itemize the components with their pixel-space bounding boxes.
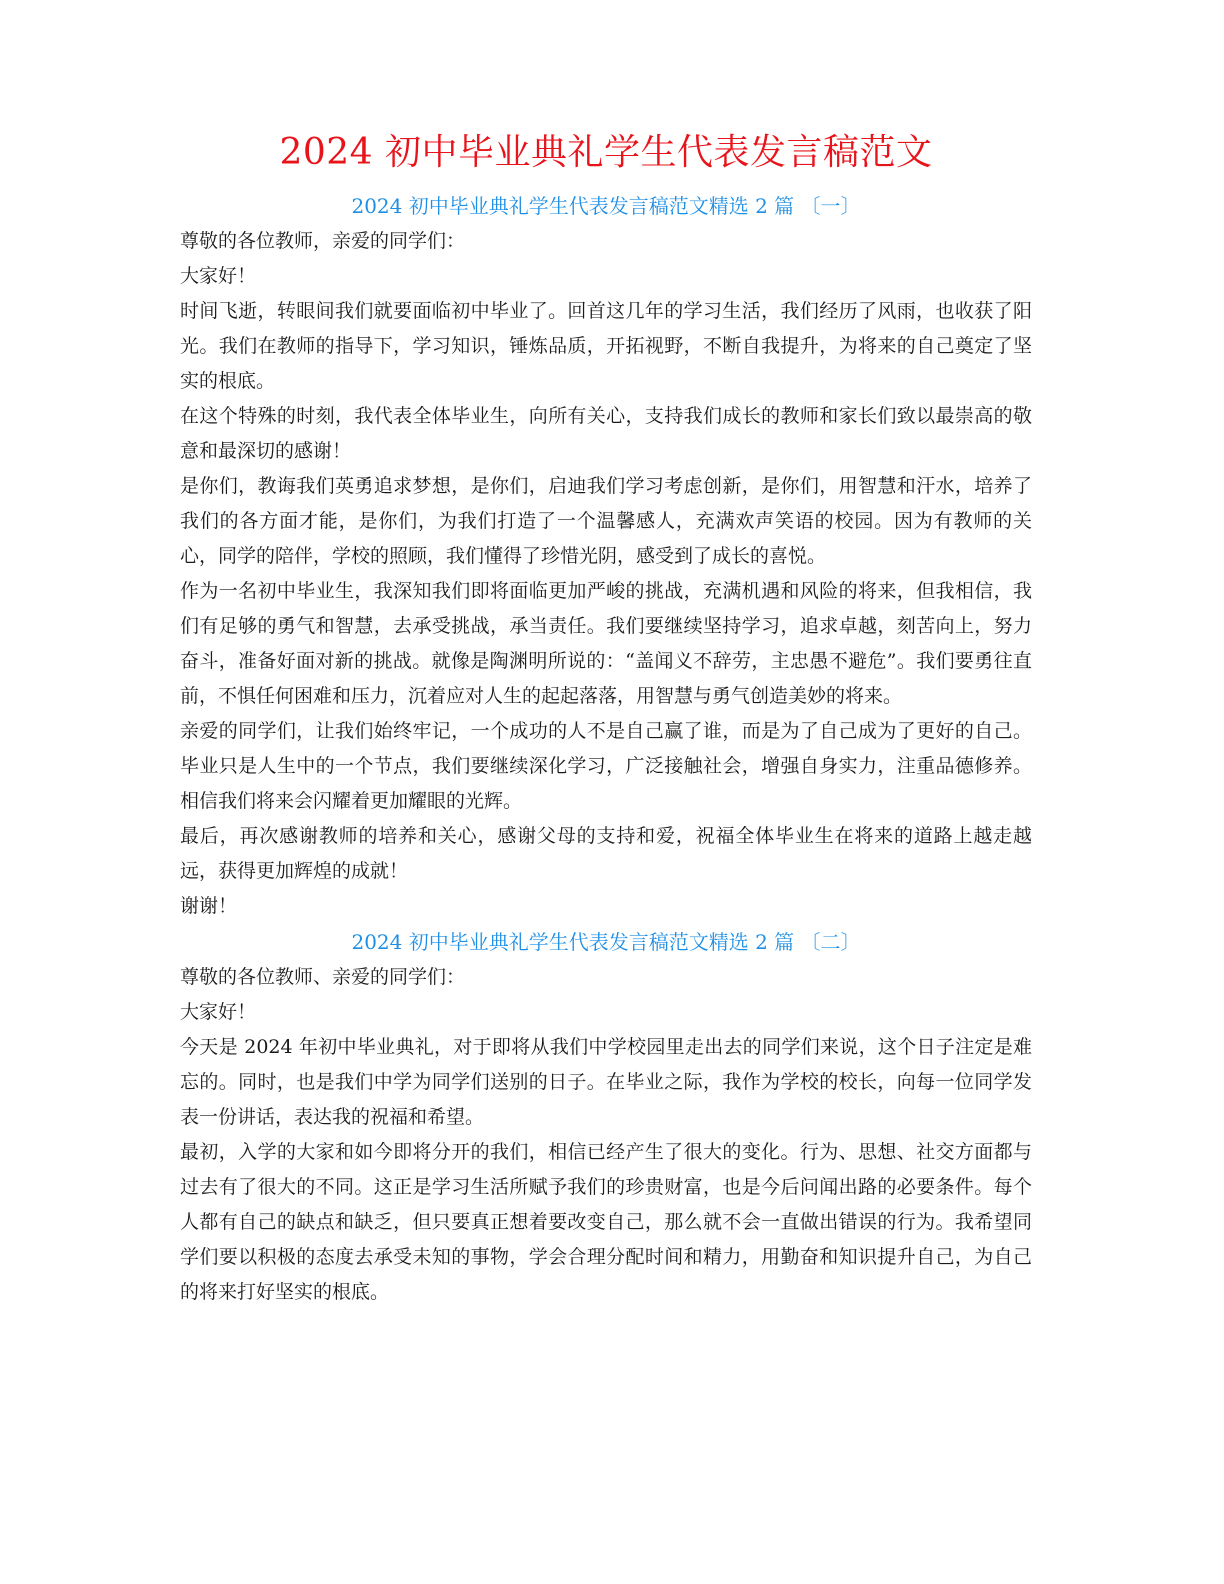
salutation: 尊敬的各位教师，亲爱的同学们：: [180, 230, 466, 252]
body-paragraph: 时间飞逝，转眼间我们就要面临初中毕业了。回首这几年的学习生活，我们经历了风雨，也收获了阳光。我们在教师的指导下，学习知识，锤炼品质，开拓视野，不断自我提升，为将来的自己奠定了坚实的根底。: [180, 300, 1032, 392]
body-paragraph: 最初，入学的大家和如今即将分开的我们，相信已经产生了很大的变化。行为、思想、社交方面都与过去有了很大的不同。这正是学习生活所赋予我们的珍贵财富，也是今后问闻出路的必要条件。每个人都有自己的缺点和缺乏，但只要真正想着要改变自己，那么就不会一直做出错误的行为。我希望同学们要以积极的态度去承受未知的事物，学会合理分配时间和精力，用勤奋和知识提升自己，为自己的将来打好坚实的根底。: [180, 1141, 1032, 1303]
section-one: [180, 188, 1032, 924]
salutation: 尊敬的各位教师、亲爱的同学们：: [180, 966, 466, 988]
body-paragraph: 最后，再次感谢教师的培养和关心，感谢父母的支持和爱，祝福全体毕业生在将来的道路上越走越远，获得更加辉煌的成就！: [180, 825, 1032, 882]
section-two: [180, 924, 1032, 1310]
body-paragraph: 今天是 2024 年初中毕业典礼，对于即将从我们中学校园里走出去的同学们来说，这个日子注定是难忘的。同时，也是我们中学为同学们送别的日子。在毕业之际，我作为学校的校长，向每一位同学发表一份讲话，表达我的祝福和希望。: [180, 1036, 1032, 1128]
document-page: [180, 128, 1032, 1310]
body-paragraph: 在这个特殊的时刻，我代表全体毕业生，向所有关心，支持我们成长的教师和家长们致以最崇高的敬意和最深切的感谢！: [180, 405, 1032, 462]
section-heading: 2024 初中毕业典礼学生代表发言稿范文精选 2 篇 〔二〕: [351, 930, 861, 954]
body-paragraph: 作为一名初中毕业生，我深知我们即将面临更加严峻的挑战，充满机遇和风险的将来，但我相信，我们有足够的勇气和智慧，去承受挑战，承当责任。我们要继续坚持学习，追求卓越，刻苦向上，努力奋斗，准备好面对新的挑战。就像是陶渊明所说的：“盖闻义不辞劳，主忠愚不避危”。我们要勇往直前，不惧任何困难和压力，沉着应对人生的起起落落，用智慧与勇气创造美妙的将来。: [180, 580, 1032, 707]
greeting: 大家好！: [180, 1001, 257, 1023]
body-paragraph: 亲爱的同学们，让我们始终牢记，一个成功的人不是自己赢了谁，而是为了自己成为了更好的自己。毕业只是人生中的一个节点，我们要继续深化学习，广泛接触社会，增强自身实力，注重品德修养。相信我们将来会闪耀着更加耀眼的光辉。: [180, 720, 1032, 812]
section-heading: 2024 初中毕业典礼学生代表发言稿范文精选 2 篇 〔一〕: [351, 194, 861, 218]
document-title: 2024 初中毕业典礼学生代表发言稿范文: [279, 132, 933, 173]
greeting: 大家好！: [180, 265, 257, 287]
closing: 谢谢！: [180, 895, 238, 917]
body-paragraph: 是你们，教诲我们英勇追求梦想，是你们，启迪我们学习考虑创新，是你们，用智慧和汗水，培养了我们的各方面才能，是你们，为我们打造了一个温馨感人，充满欢声笑语的校园。因为有教师的关心，同学的陪伴，学校的照顾，我们懂得了珍惜光阴，感受到了成长的喜悦。: [180, 475, 1032, 567]
